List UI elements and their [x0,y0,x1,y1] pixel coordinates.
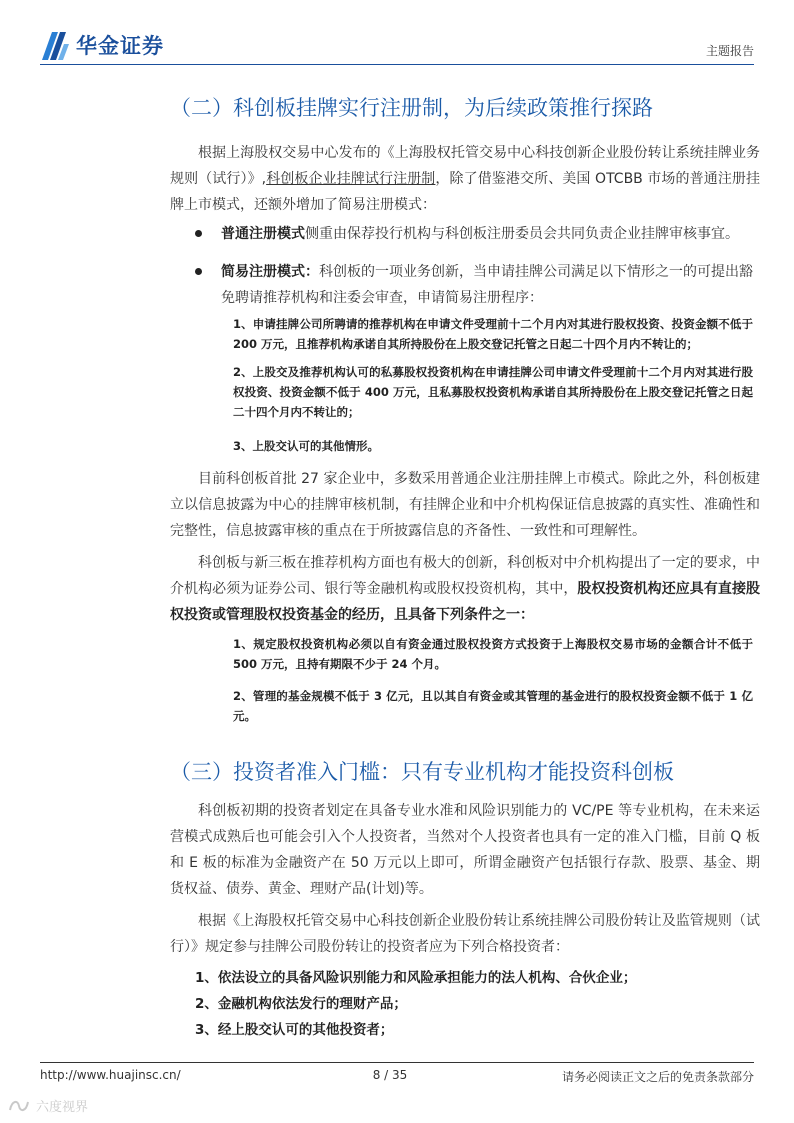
underlined-phrase: 科创板企业挂牌试行注册制 [266,171,436,187]
section2-paragraph-2: 目前科创板首批 27 家企业中，多数采用普通企业注册挂牌上市模式。除此之外，科创板建立以信息披露为中心的挂牌审核机制，有挂牌企业和中介机构保证信息披露的真实性、准确性和完整性，信息披露审核的重点在于所披露信息的齐备性、一致性和可理解性。 [170,471,760,539]
investor-item-1: 1、依法设立的具备风险识别能力和风险承担能力的法人机构、合伙企业； [195,970,637,986]
watermark-logo-icon [8,1098,30,1114]
huajin-logo-icon [40,28,70,62]
page-number: 8 / 35 [372,1068,408,1082]
section2-paragraph-1: 根据上海股权交易中心发布的《上海股权托管交易中心科技创新企业股份转让系统挂牌业务规则（试行）》,科创板企业挂牌试行注册制，除了借鉴港交所、美国 OTCBB 市场的普通注册挂牌上市模式，还额外增加了简易注册模式： [170,145,761,213]
condition-item-1: 1、申请挂牌公司所聘请的推荐机构在申请文件受理前十二个月内对其进行股权投资、投资金额不低于 200 万元，且推荐机构承诺自其所持股份在上股交登记托管之日起二十四个月内不转让的； [233,317,753,351]
institution-condition-2: 2、管理的基金规模不低于 3 亿元，且以其自有资金或其管理的基金进行的股权投资金额不低于 1 亿元。 [233,689,753,723]
section-title-2: （二）科创板挂牌实行注册制，为后续政策推行探路 [170,96,653,120]
company-logo [40,28,164,62]
condition-item-2: 2、上股交及推荐机构认可的私募股权投资机构在申请挂牌公司申请文件受理前十二个月内对其进行股权投资、投资金额不低于 400 万元，且私募股权投资机构承诺自其所持股份在上股交登记托管之日起二十四个月内不转让的； [233,365,753,419]
investor-item-2: 2、金融机构依法发行的理财产品； [195,996,407,1012]
logo-text: 华金证券 [76,34,164,58]
investor-item-3: 3、经上股交认可的其他投资者； [195,1022,394,1038]
footer-disclaimer: 请务必阅读正文之后的免责条款部分 [561,1070,754,1084]
page-header [40,28,754,74]
section2-paragraph-3: 科创板与新三板在推荐机构方面也有极大的创新，科创板对中介机构提出了一定的要求，中介机构必须为证券公司、银行等金融机构或股权投资机构，其中，股权投资机构还应具有直接股权投资或管理股权投资基金的经历，且具备下列条件之一： [170,555,761,623]
header-divider [40,64,754,65]
watermark-text: 六度视界 [36,1100,89,1115]
condition-item-3: 3、上股交认可的其他情形。 [233,439,380,453]
report-type-label: 主题报告 [705,44,754,58]
section3-paragraph-2: 根据《上海股权托管交易中心科技创新企业股份转让系统挂牌公司股份转让及监管规则（试行）》规定参与挂牌公司股份转让的投资者应为下列合格投资者： [170,913,760,955]
bullet-simple-registration: 简易注册模式：科创板的一项业务创新，当申请挂牌公司满足以下情形之一的可提出豁免聘请推荐机构和注委会审查，申请简易注册程序： [195,259,760,311]
footer-website-link[interactable]: http://www.huajinsc.cn/ [40,1068,181,1082]
institution-condition-1: 1、规定股权投资机构必须以自有资金通过股权投资方式投资于上海股权交易市场的金额合计不低于 500 万元，且持有期限不少于 24 个月。 [233,637,753,671]
bullet-normal-registration: 普通注册模式侧重由保荐投行机构与科创板注册委员会共同负责企业挂牌审核事宜。 [195,221,760,247]
footer-divider [40,1062,754,1063]
watermark [8,1096,88,1115]
bullet-dot-icon [195,268,202,275]
section-title-3: （三）投资者准入门槛：只有专业机构才能投资科创板 [170,760,674,784]
section3-paragraph-1: 科创板初期的投资者划定在具备专业水准和风险识别能力的 VC/PE 等专业机构，在未来运营模式成熟后也可能会引入个人投资者，当然对个人投资者也具有一定的准入门槛，目前 Q 板和 E 板的标准为金融资产在 50 万元以上即可，所谓金融资产包括银行存款、股票、基金、期货权益、债券、黄金、理财产品(计划)等。 [170,803,760,897]
bullet-dot-icon [195,230,202,237]
